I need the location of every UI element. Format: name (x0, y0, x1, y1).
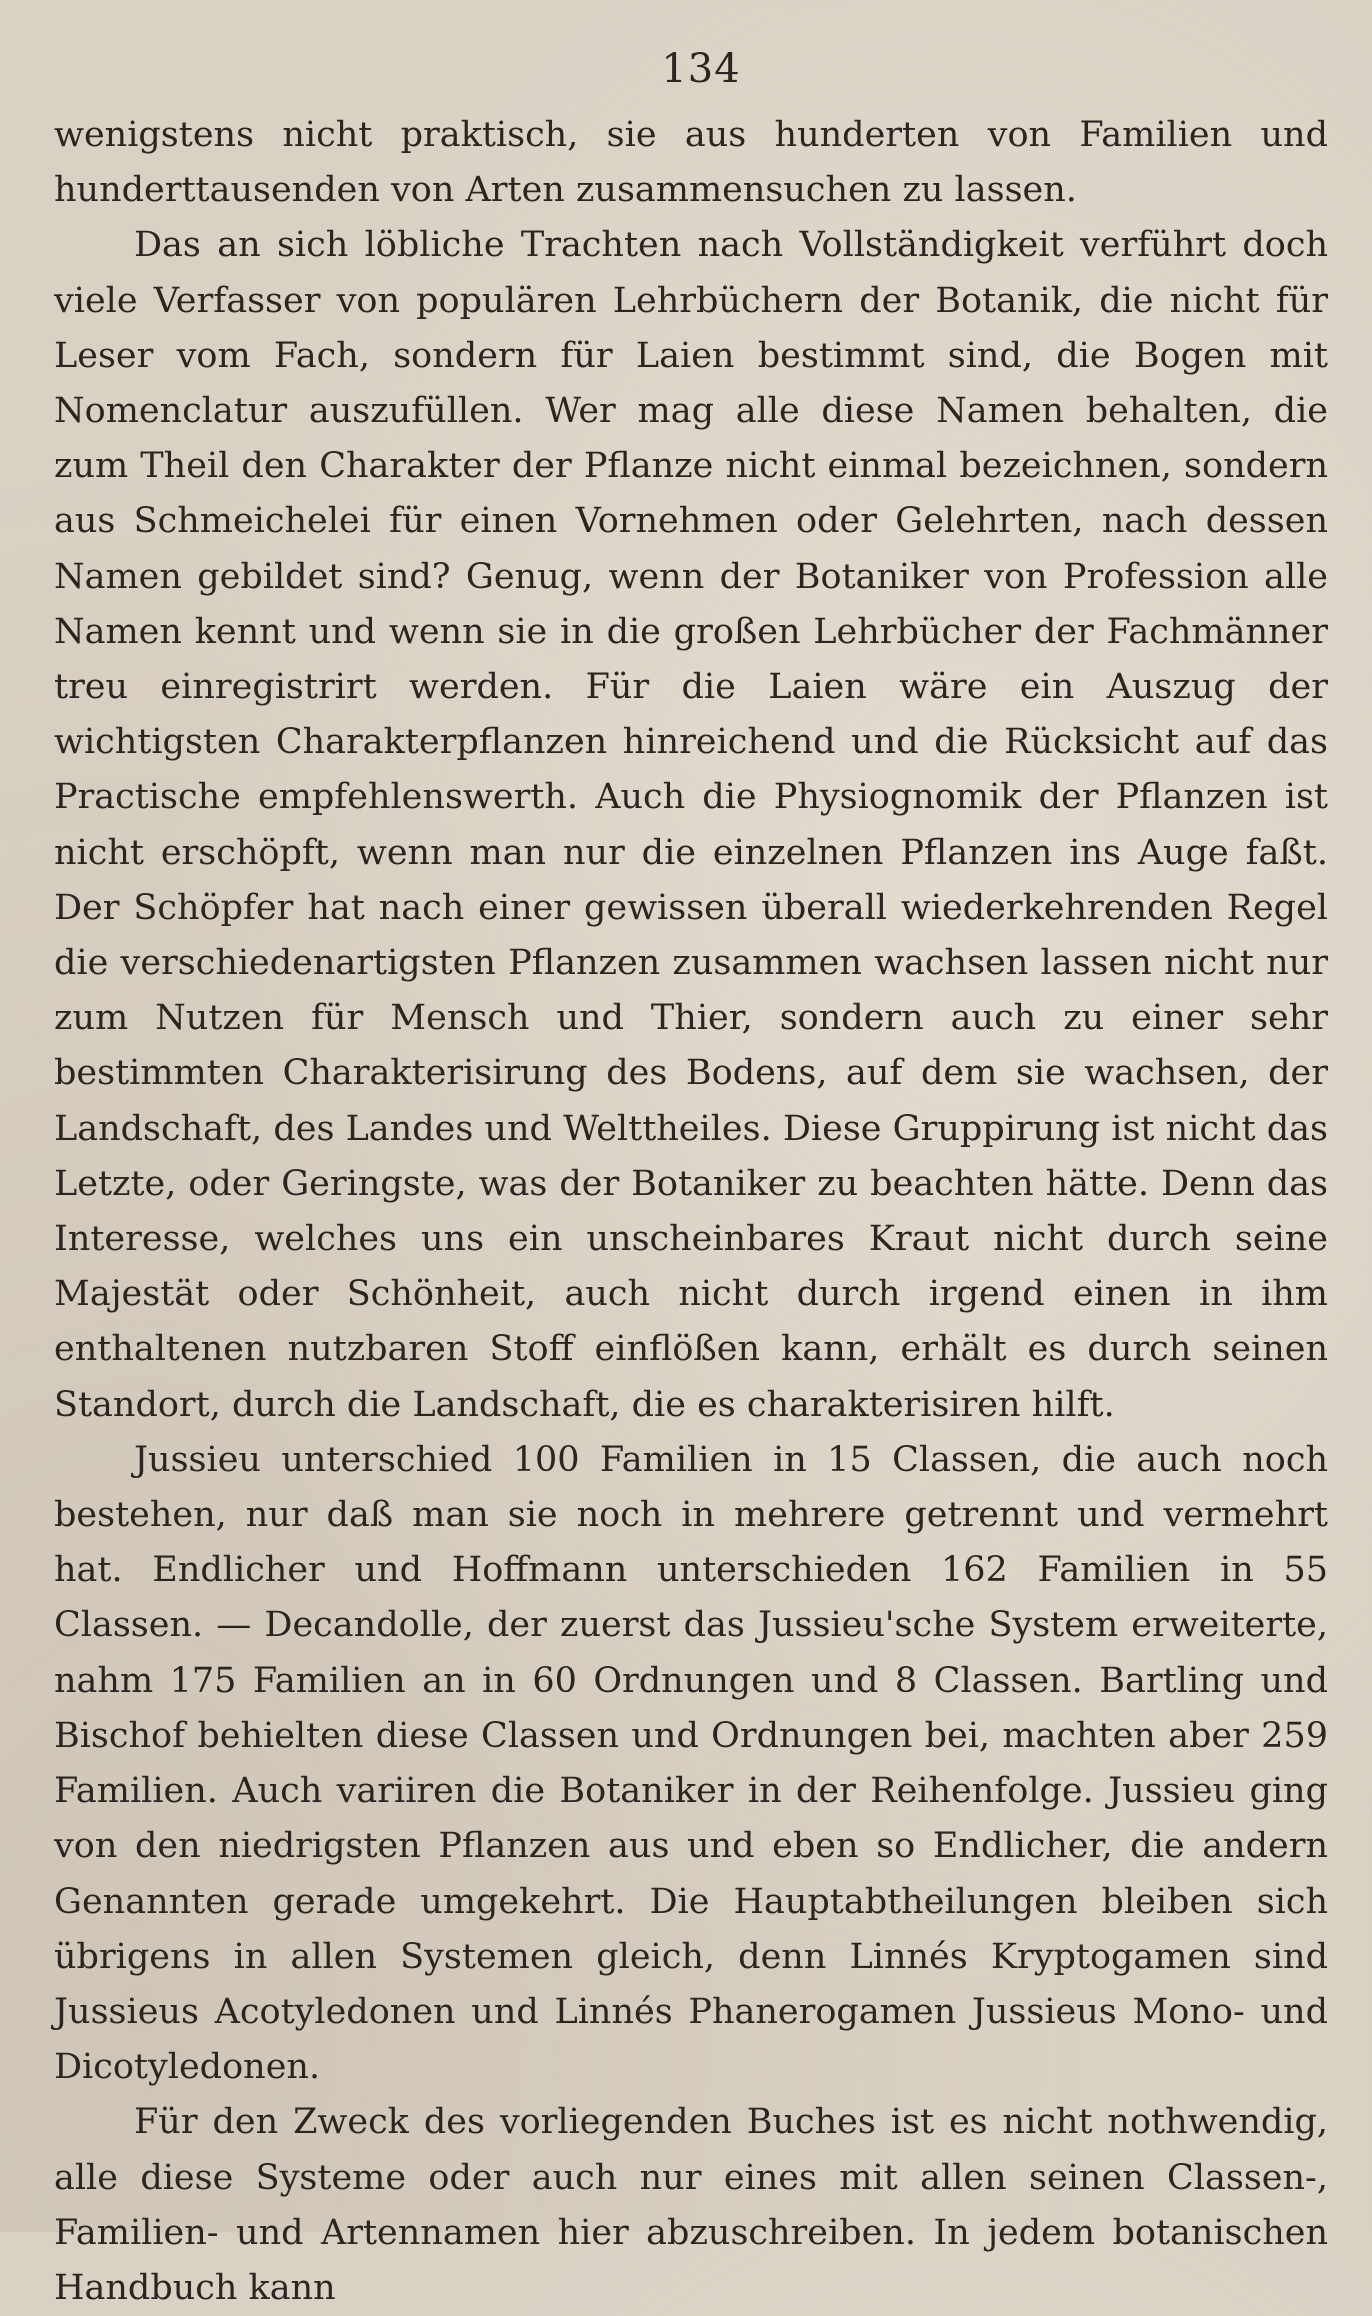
paragraph-3: Jussieu unterschied 100 Familien in 15 Classen, die auch noch bestehen, nur daß man sie noch in mehrere getrennt und vermehrt hat. Endlicher und Hoffmann unterschieden 162 Familien in 55 Classen. — Decandolle, der zuerst das Jussieu'sche System erweiterte, nahm 175 Familien an in 60 Ordnungen und 8 Classen. Bartling und Bischof behielten diese Classen und Ordnungen bei, machten aber 259 Familien. Auch variiren die Botaniker in der Reihenfolge. Jussieu ging von den niedrigsten Pflanzen aus und eben so Endlicher, die andern Genannten gerade umgekehrt. Die Hauptabtheilungen bleiben sich übrigens in allen Systemen gleich, denn Linnés Kryptogamen sind Jussieus Acotyledonen und Linnés Phanerogamen Jussieus Mono- und Dicotyledonen. (54, 1439, 1328, 2088)
page-number: 134 (661, 46, 741, 92)
paragraph-4: Für den Zweck des vorliegenden Buches ist es nicht nothwendig, alle diese Systeme oder auch nur eines mit allen seinen Classen-, Familien- und Artennamen hier abzuschreiben. In jedem botanischen Handbuch kann (54, 2102, 1328, 2308)
body-text (54, 108, 1328, 2316)
paragraph-2: Das an sich löbliche Trachten nach Vollständigkeit verführt doch viele Verfasser von populären Lehrbüchern der Botanik, die nicht für Leser vom Fach, sondern für Laien bestimmt sind, die Bogen mit Nomenclatur auszufüllen. Wer mag alle diese Namen behalten, die zum Theil den Charakter der Pflanze nicht einmal bezeichnen, sondern aus Schmeichelei für einen Vornehmen oder Gelehrten, nach dessen Namen gebildet sind? Genug, wenn der Botaniker von Profession alle Namen kennt und wenn sie in die großen Lehrbücher der Fachmänner treu einregistrirt werden. Für die Laien wäre ein Auszug der wichtigsten Charakterpflanzen hinreichend und die Rücksicht auf das Practische empfehlenswerth. Auch die Physiognomik der Pflanzen ist nicht erschöpft, wenn man nur die einzelnen Pflanzen ins Auge faßt. Der Schöpfer hat nach einer gewissen überall wiederkehrenden Regel die verschiedenartigsten Pflanzen zusammen wachsen lassen nicht nur zum Nutzen für Mensch und Thier, sondern auch zu einer sehr bestimmten Charakterisirung des Bodens, auf dem sie wachsen, der Landschaft, des Landes und Welttheiles. Diese Gruppirung ist nicht das Letzte, oder Geringste, was der Botaniker zu beachten hätte. Denn das Interesse, welches uns ein unscheinbares Kraut nicht durch seine Majestät oder Schönheit, auch nicht durch irgend einen in ihm enthaltenen nutzbaren Stoff einflößen kann, erhält es durch seinen Standort, durch die Landschaft, die es charakterisiren hilft. (54, 225, 1328, 1425)
paragraph-1: wenigstens nicht praktisch, sie aus hunderten von Familien und hunderttausenden von Arten zusammensuchen zu lassen. (54, 115, 1328, 211)
